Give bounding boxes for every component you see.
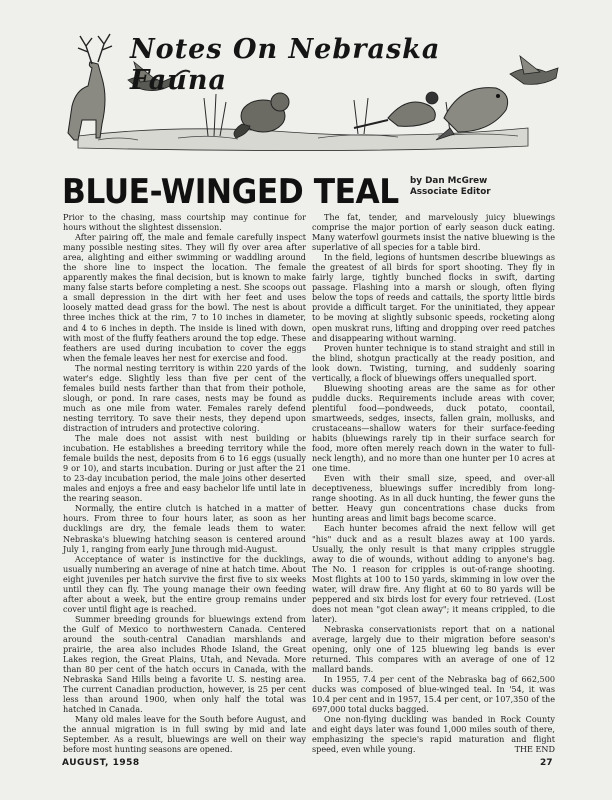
deer-illustration <box>68 34 112 140</box>
paragraph: Many old males leave for the South before August, and the annual migration is in full swing by mid and late September. As a result, bluewings are well on their way before most hunting seasons are opened. <box>63 714 306 755</box>
final-paragraph-text: One non-flying duckling was banded in Rock County and eight days later was found 1,000 miles south of there, emphasizing the specie's rapid maturation and flight speed, even while young. <box>312 714 555 755</box>
left-column <box>63 212 306 755</box>
paragraph: Normally, the entire clutch is hatched in a matter of hours. From three to four hours later, as soon as her ducklings are dry, the female leads them to water. Nebraska's bluewing hatching season is centered around July 1, ranging from early June through mid-August. <box>63 503 306 554</box>
right-column <box>312 212 555 755</box>
series-title: Notes On Nebraska Fauna <box>130 34 441 96</box>
paragraph: Proven hunter technique is to stand straight and still in the blind, shotgun practically at the ready position, and look down. Twisting, turning, and suddenly soaring vertically, a flock of bluewings offers unequalled sport. <box>312 342 555 383</box>
paragraph: The male does not assist with nest building or incubation. He establishes a breeding territory while the female builds the nest, deposits from 6 to 16 eggs (usually 9 or 10), and starts incubation. During or just after the 21 to 23-day incubation period, the male joins other deserted males and enjoys a free and easy bachelor life until late in the rearing season. <box>63 433 306 504</box>
paragraph: Acceptance of water is instinctive for the ducklings, usually numbering an average of nine at hatch time. About eight juveniles per hatch survive the first five to six weeks until they can fly. The young manage their own feeding after about a week, but the entire group remains under cover until flight age is reached. <box>63 553 306 614</box>
byline <box>410 176 491 198</box>
paragraph: The fat, tender, and marvelously juicy bluewings comprise the major portion of early season duck eating. Many waterfowl gourmets insist the native bluewing is the superlative of all species for a table bird. <box>312 212 555 253</box>
paragraph: Even with their small size, speed, and over-all deceptiveness, bluewings suffer incredibly from long-range shooting. As in all duck hunting, the fewer guns the better. Heavy gun concentrations chase ducks from hunting areas and limit bags become scarce. <box>312 473 555 524</box>
end-mark: THE END <box>514 744 555 755</box>
paragraph: Nebraska conservationists report that on a national average, largely due to their migration before season's opening, only one of 125 bluewing leg bands is ever returned. This compares with an average of one of 12 mallard bands. <box>312 623 555 675</box>
paragraph: Bluewing shooting areas are the same as for other puddle ducks. Requirements include areas with cover, plentiful food—pondweeds, duck potato, coontail, smartweeds, sedges, insects, fallen grain, mollusks, and crustaceans—shallow waters for their surface-feeding habits (bluewings rarely tip in their surface search for food, more often merely reach down in the water to full-neck length), and no more than one hunter per 10 acres at one time. <box>312 382 555 474</box>
paragraph: Summer breeding grounds for bluewings extend from the Gulf of Mexico to northwestern Canada. Centered around the south-central Canadian marshlands and prairie, the area also includes Rhode Island, the Great Lakes region, the Great Plains, Utah, and Nevada. More than 80 per cent of the hatch occurs in Canada, with the Nebraska Sand Hills being a favorite U. S. nesting area. The current Canadian production, however, is 25 per cent less than around 1900, when only half the total was hatched in Canada. <box>63 613 306 715</box>
byline-author: by Dan McGrew <box>410 176 488 186</box>
paragraph <box>312 714 555 754</box>
paragraph: The normal nesting territory is within 220 yards of the water's edge. Slightly less than five per cent of the females build nests farther than that from their pothole, slough, or pond. In rare cases, nests may be found as much as one mile from water. Females rarely defend nesting territory. To save their nests, they depend upon distraction of intruders and protective coloring. <box>63 362 306 433</box>
duck-illustration <box>510 56 558 84</box>
paragraph: After pairing off, the male and female carefully inspect many possible nesting sites. They will fly over area after area, alighting and either swimming or waddling around the shore line to inspect the location. The female apparently makes the final decision, but is known to make many false starts before completing a nest. She scoops out a small depression in the dirt with her feet and uses loosely matted dead grass for the bowl. The nest is about three inches thick at the rim, 7 to 10 inches in diameter, and 4 to 6 inches in depth. The inside is lined with down, with most of the fluffy feathers around the top edge. These feathers are used during incubation to cover the eggs when the female leaves her nest for exercise and food. <box>63 232 306 363</box>
issue-date: AUGUST, 1958 <box>62 758 140 768</box>
article-headline: BLUE-WINGED TEAL <box>62 172 399 212</box>
byline-role: Associate Editor <box>410 187 491 197</box>
page-number: 27 <box>540 758 553 768</box>
paragraph: Each hunter becomes afraid the next fellow will get "his" duck and as a result blazes away at 100 yards. Usually, the only result is that many cripples struggle away to die of wounds, without adding to anyone's bag. The No. 1 reason for cripples is out-of-range shooting. Most flights at 100 to 150 yards, skimming in low over the water, will draw fire. Any flight at 60 to 80 yards will be peppered and six birds lost for every four retrieved. (Lost does not mean "got clean away"; it means crippled, to die later). <box>312 523 555 624</box>
paragraph: In 1955, 7.4 per cent of the Nebraska bag of 662,500 ducks was composed of blue-winged teal. In '54, it was 10.4 per cent and in 1957, 15.4 per cent, or 107,350 of the 697,000 total ducks bagged. <box>312 674 555 715</box>
paragraph: Prior to the chasing, mass courtship may continue for hours without the slightest dissension. <box>63 212 306 233</box>
paragraph: In the field, legions of huntsmen describe bluewings as the greatest of all birds for sport shooting. They fly in fairly large, tightly bunched flocks in swift, darting passage. Flashing into a marsh or slough, often flying below the tops of reeds and cattails, the sporty little birds provide a difficult target. For the uninitiated, they appear to be moving at slightly subsonic speeds, rocketing along open muskrat runs, lifting and dropping over reed patches and disappearing without warning. <box>312 252 555 343</box>
